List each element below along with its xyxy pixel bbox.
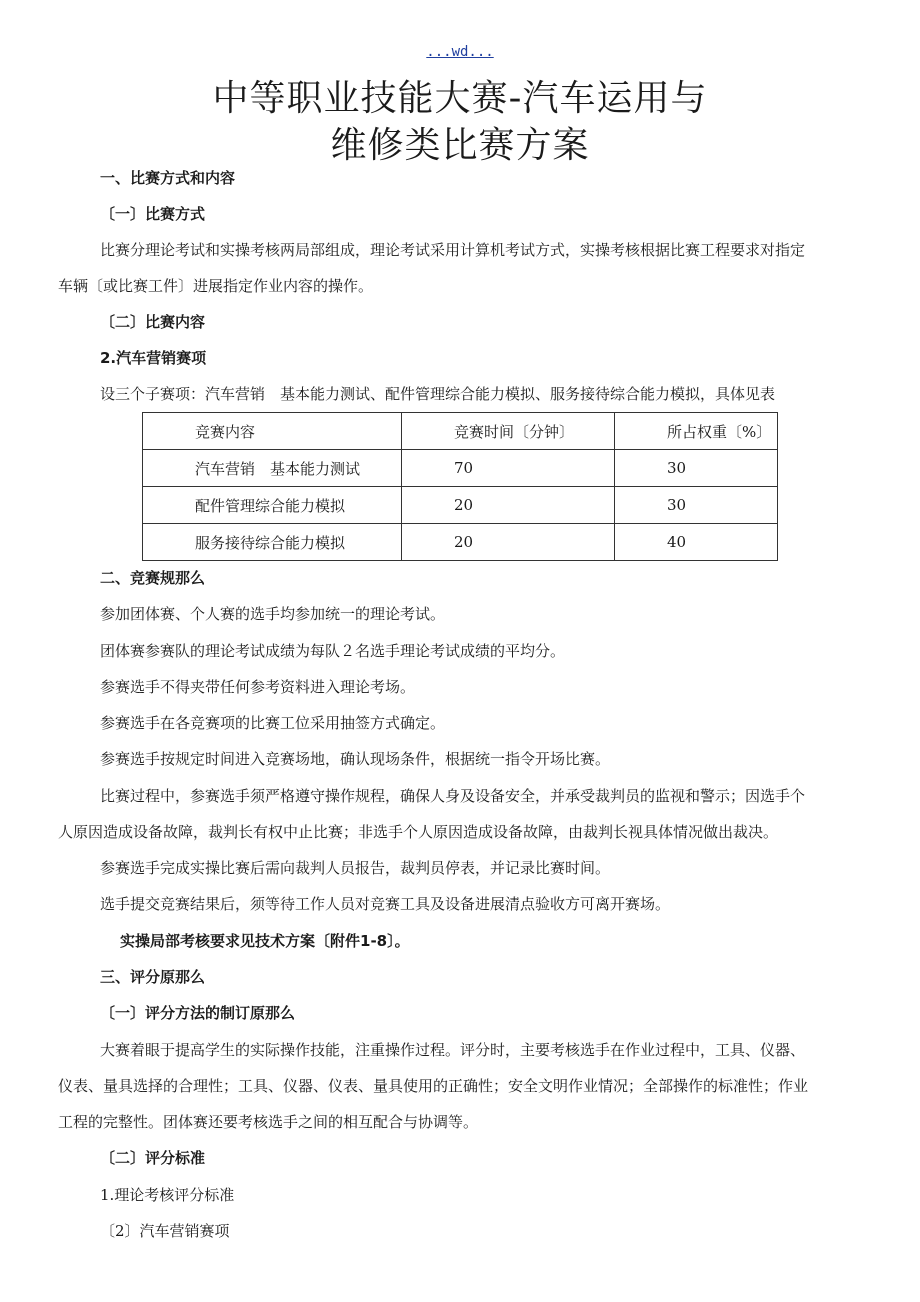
table-header-cell: 所占权重〔%〕 — [615, 413, 778, 450]
section-heading-2: 二、竞赛规那么 — [100, 569, 206, 587]
table-header-cell: 竞赛时间〔分钟〕 — [402, 413, 615, 450]
table-cell: 配件管理综合能力模拟 — [143, 487, 402, 524]
section-heading-3: 三、评分原那么 — [100, 968, 206, 986]
paragraph-3-line-2: 仪表、量具选择的合理性；工具、仪器、仪表、量具使用的正确性；安全文明作业情况；全部操作的标准性；作业 — [58, 1077, 809, 1095]
rule-item: 参赛选手在各竞赛项的比赛工位采用抽签方式确定。 — [100, 714, 446, 732]
list-item: 〔2〕汽车营销赛项 — [100, 1222, 230, 1240]
table-cell: 20 — [402, 524, 615, 561]
subsection-heading-1: 〔一〕比赛方式 — [100, 205, 206, 223]
rule-item: 参赛选手不得夹带任何参考资料进入理论考场。 — [100, 678, 416, 696]
paragraph-1-line-1: 比赛分理论考试和实操考核两局部组成，理论考试采用计算机考试方式，实操考核根据比赛工程要求对指定 — [100, 241, 806, 259]
subsection-heading-2: 〔二〕比赛内容 — [100, 313, 206, 331]
rule-item: 选手提交竞赛结果后，须等待工作人员对竞赛工具及设备进展清点验收方可离开赛场。 — [100, 895, 671, 913]
paragraph-1-line-2: 车辆〔或比赛工件〕进展指定作业内容的操作。 — [58, 277, 374, 295]
rule-item: 参加团体赛、个人赛的选手均参加统一的理论考试。 — [100, 605, 446, 623]
page-header-mark: ...wd... — [426, 44, 494, 60]
paragraph-3-line-3: 工程的完整性。团体赛还要考核选手之间的相互配合与协调等。 — [58, 1113, 479, 1131]
subsection-item: 2.汽车营销赛项 — [100, 349, 207, 367]
table-row — [143, 450, 778, 487]
table-cell: 汽车营销 基本能力测试 — [143, 450, 402, 487]
document-title-line-1: 中等职业技能大赛-汽车运用与 — [212, 78, 708, 119]
rule-item: 团体赛参赛队的理论考试成绩为每队２名选手理论考试成绩的平均分。 — [100, 642, 566, 660]
rule-item: 参赛选手完成实操比赛后需向裁判人员报告，裁判员停表，并记录比赛时间。 — [100, 859, 611, 877]
rule-6-line-2: 人原因造成设备故障，裁判长有权中止比赛；非选手个人原因造成设备故障，由裁判长视具体情况做出裁决。 — [58, 823, 779, 841]
table-header-cell: 竞赛内容 — [143, 413, 402, 450]
paragraph-2: 设三个子赛项：汽车营销 基本能力测试、配件管理综合能力模拟、服务接待综合能力模拟，具体见表 — [100, 385, 776, 403]
rule-item: 参赛选手按规定时间进入竞赛场地，确认现场条件，根据统一指令开场比赛。 — [100, 750, 611, 768]
section-heading-1: 一、比赛方式和内容 — [100, 169, 236, 187]
table-row — [143, 524, 778, 561]
list-item: 1.理论考核评分标准 — [100, 1186, 235, 1204]
table-cell: 服务接待综合能力模拟 — [143, 524, 402, 561]
subsection-heading-3: 〔一〕评分方法的制订原那么 — [100, 1004, 296, 1022]
paragraph-3-line-1: 大赛着眼于提高学生的实际操作技能，注重操作过程。评分时，主要考核选手在作业过程中，工具、仪器、 — [100, 1041, 806, 1059]
rule-note: 实操局部考核要求见技术方案〔附件1-8〕。 — [120, 932, 410, 950]
table-cell: 20 — [402, 487, 615, 524]
table-cell: 40 — [615, 524, 778, 561]
table-cell: 30 — [615, 487, 778, 524]
table-row — [143, 487, 778, 524]
table-header-row — [143, 413, 778, 450]
subsection-heading-4: 〔二〕评分标准 — [100, 1149, 206, 1167]
rule-6-line-1: 比赛过程中，参赛选手须严格遵守操作规程，确保人身及设备安全，并承受裁判员的监视和警示；因选手个 — [100, 787, 806, 805]
table-cell: 30 — [615, 450, 778, 487]
table-cell: 70 — [402, 450, 615, 487]
competition-table — [142, 412, 778, 561]
document-title-line-2: 维修类比赛方案 — [330, 125, 590, 166]
